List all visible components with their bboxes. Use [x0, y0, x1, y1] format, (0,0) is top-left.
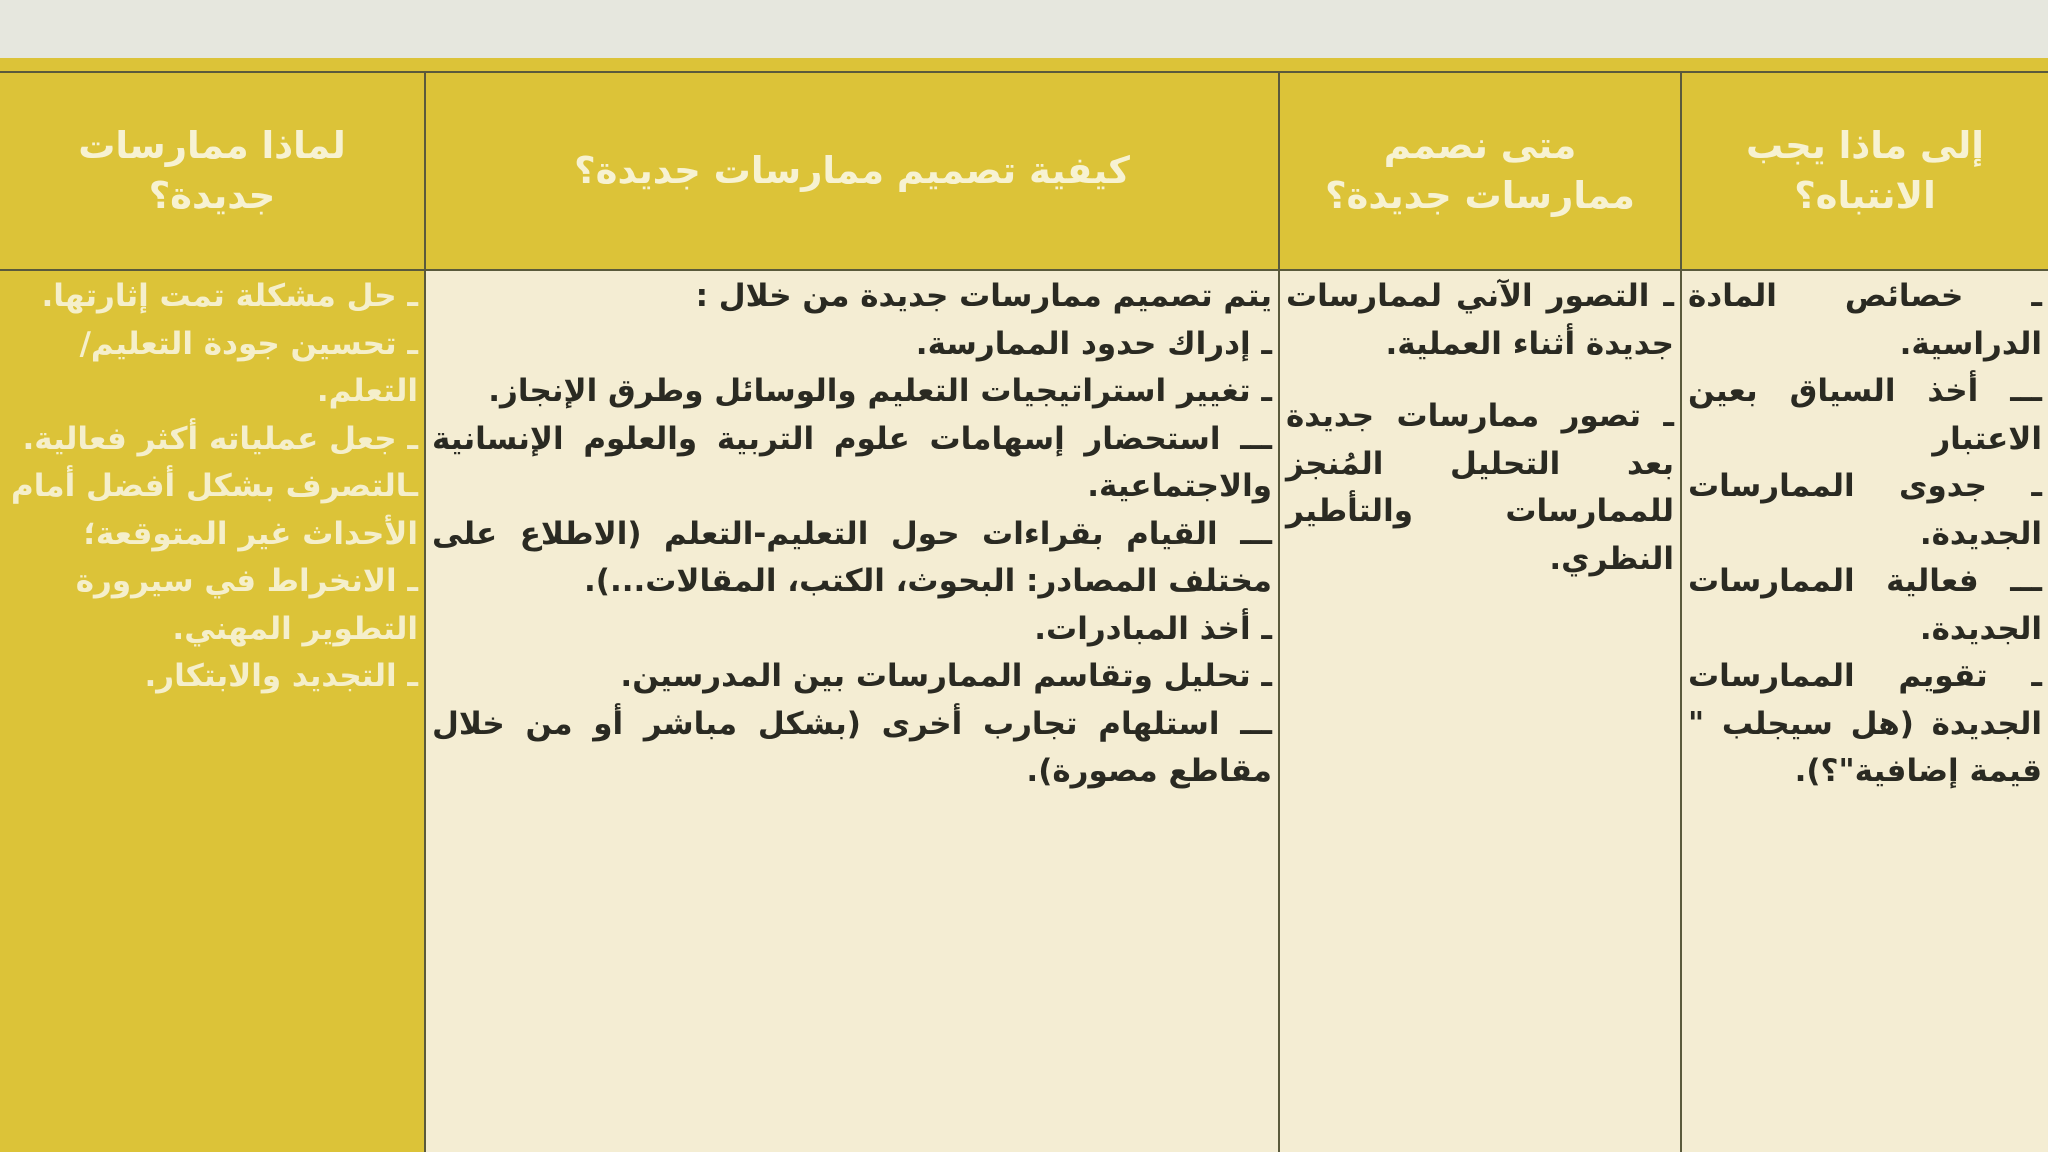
list-item: ـ إدراك حدود الممارسة. — [915, 325, 1272, 362]
slide-top-band — [0, 0, 2048, 58]
list-item: ـ تحسين جودة التعليم/ التعلم. — [79, 325, 418, 409]
list-item: ـ التجديد والابتكار. — [144, 658, 418, 694]
list-item: ـ تحليل وتقاسم الممارسات بين المدرسين. — [620, 658, 1272, 694]
list-item: ـــ استلهام تجارب أخرى (بشكل مباشر أو من خلال مقاطع مصورة). — [432, 705, 1272, 789]
list-item: ـ الانخراط في سيرورة التطوير المهني. — [75, 563, 418, 647]
column-body — [426, 271, 1278, 1152]
column-how — [424, 73, 1278, 1152]
column-attention — [1680, 73, 2048, 1152]
list-item: يتم تصميم ممارسات جديدة من خلال : — [695, 278, 1272, 314]
list-item: ـالتصرف بشكل أفضل أمام الأحداث غير المتوقعة؛ — [11, 468, 418, 552]
column-header: إلى ماذا يجب الانتباه؟ — [1682, 73, 2048, 271]
list-item: ـ التصور الآني لممارسات جديدة أثناء العملية. — [1286, 278, 1674, 362]
accent-stripe — [0, 58, 2048, 72]
list-item: ـ جدوى الممارسات الجديدة. — [1688, 468, 2042, 552]
column-why — [0, 73, 424, 1152]
list-item: ـــ القيام بقراءات حول التعليم-التعلم (الاطلاع على مختلف المصادر: البحوث، الكتب، المقالات...). — [432, 515, 1272, 599]
column-header: كيفية تصميم ممارسات جديدة؟ — [426, 73, 1278, 271]
list-item: ـــ فعالية الممارسات الجديدة. — [1688, 563, 2042, 647]
list-item: ـ جعل عملياته أكثر فعالية. — [22, 420, 418, 457]
list-item: ـ تصور ممارسات جديدة بعد التحليل المُنجز للممارسات والتأطير النظري. — [1286, 398, 1674, 577]
practices-table — [0, 71, 2048, 1152]
column-body — [1280, 271, 1680, 1152]
list-item: ـ أخذ المبادرات. — [1034, 610, 1272, 647]
column-header: لماذا ممارسات جديدة؟ — [0, 73, 424, 271]
spacer — [1286, 368, 1674, 393]
list-item: ـ خصائص المادة الدراسية. — [1688, 278, 2042, 362]
list-item: ـ تقويم الممارسات الجديدة (هل سيجلب " قيمة إضافية"؟). — [1688, 658, 2042, 789]
column-header: متى نصمم ممارسات جديدة؟ — [1280, 73, 1680, 271]
list-item: ـــ أخذ السياق بعين الاعتبار — [1688, 373, 2042, 457]
column-body — [0, 271, 424, 1152]
list-item: ـ تغيير استراتيجيات التعليم والوسائل وطرق الإنجاز. — [488, 373, 1272, 409]
list-item: ـ حل مشكلة تمت إثارتها. — [41, 278, 418, 314]
column-body — [1682, 271, 2048, 1152]
list-item: ـــ استحضار إسهامات علوم التربية والعلوم الإنسانية والاجتماعية. — [432, 420, 1272, 504]
column-when — [1278, 73, 1680, 1152]
